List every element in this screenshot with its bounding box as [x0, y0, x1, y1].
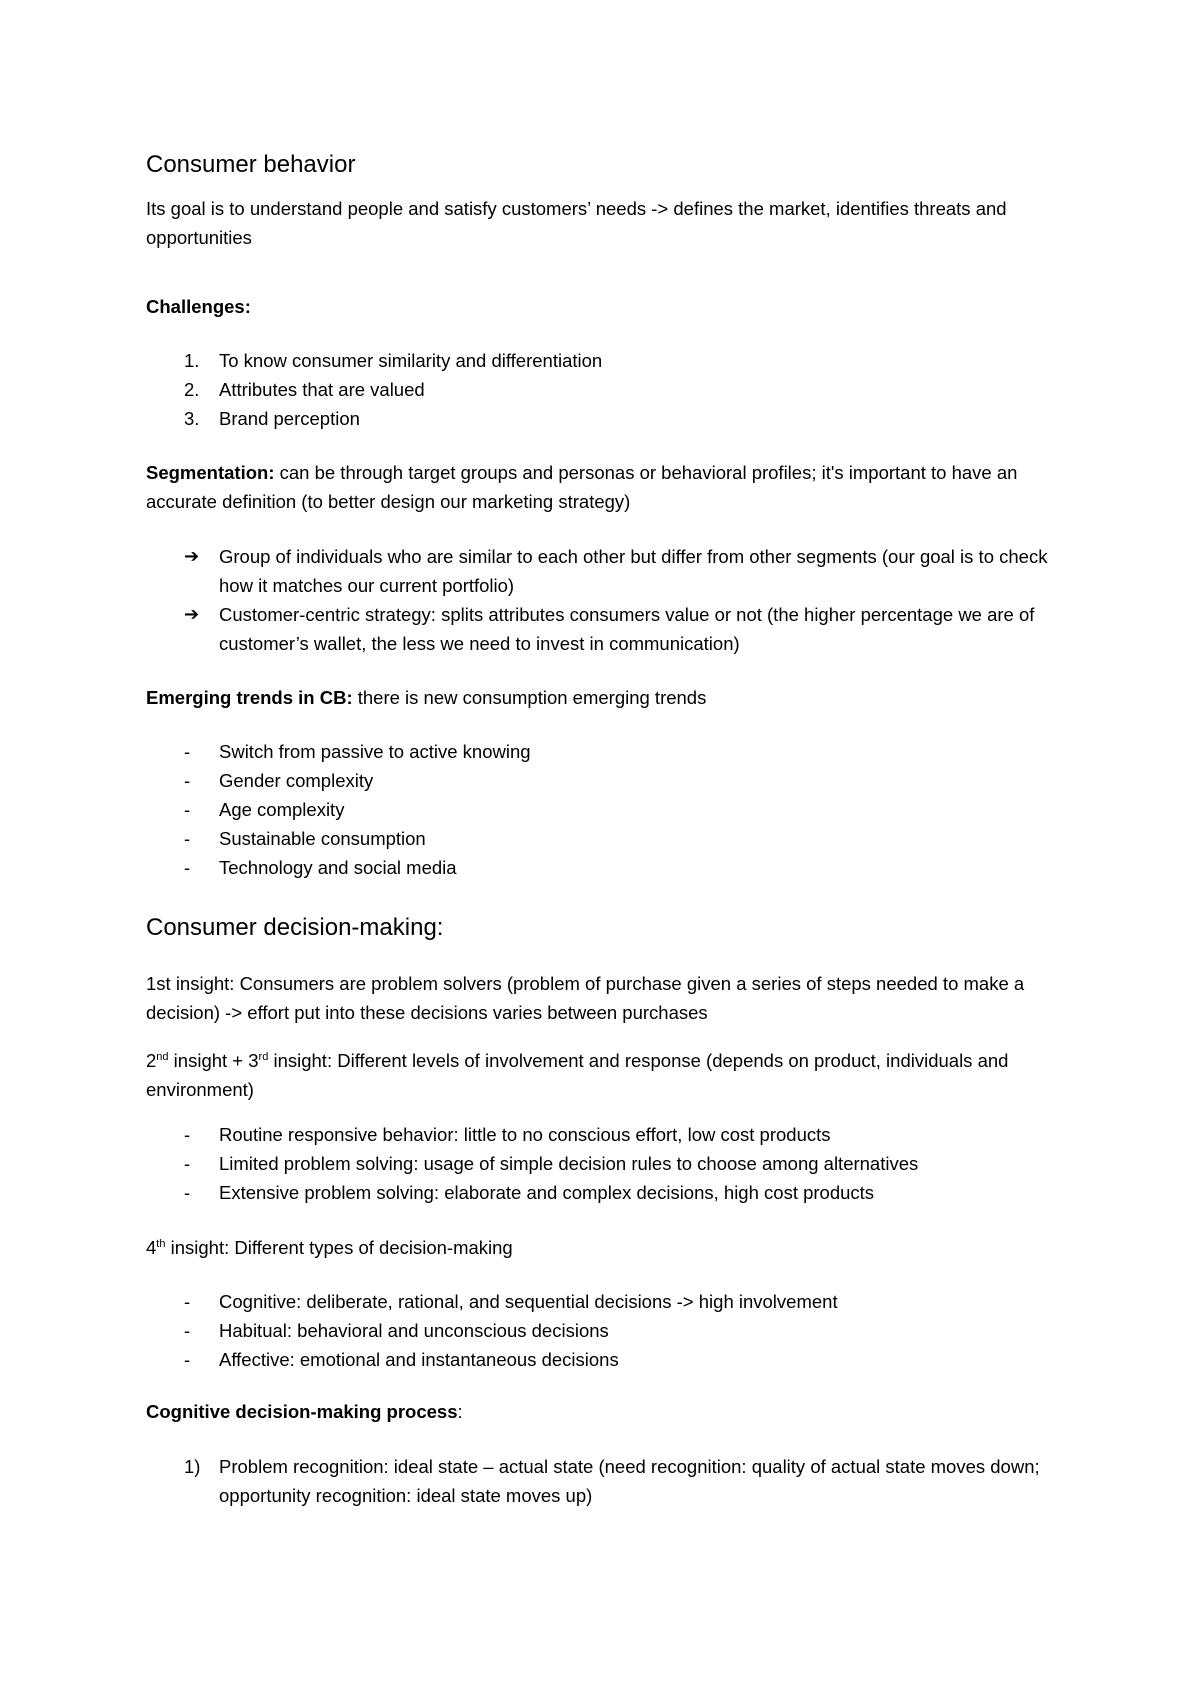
- trends-label: Emerging trends in CB:: [146, 687, 353, 708]
- arrow-bullet-icon: ➔: [184, 546, 200, 566]
- challenges-heading: [146, 292, 1076, 321]
- list-item: [146, 542, 1076, 600]
- dash-bullet: -: [184, 828, 191, 849]
- ordinal-suffix: th: [156, 1237, 166, 1250]
- list-item: [146, 1178, 1076, 1207]
- dash-bullet: -: [184, 1124, 191, 1145]
- list-item: [146, 1120, 1076, 1149]
- section-title-decision-making: Consumer decision-making:: [146, 914, 444, 941]
- list-item-text: Customer-centric strategy: splits attributes consumers value or not (the higher percentage we are of customer’s wallet, the less we need to invest in communication): [219, 604, 1035, 654]
- list-item: [146, 1149, 1076, 1178]
- dash-bullet: -: [184, 1349, 191, 1370]
- list-item-text: Age complexity: [219, 799, 345, 820]
- list-item: [146, 824, 1076, 853]
- segmentation-text: can be through target groups and personas or behavioral profiles; it's important to have an accurate definition (to better design our marketing strategy): [146, 462, 1018, 512]
- list-item: [146, 1452, 1076, 1510]
- dash-bullet: -: [184, 857, 191, 878]
- page-title: Consumer behavior: [146, 151, 356, 178]
- trends-paragraph: [146, 683, 1076, 712]
- dash-bullet: -: [184, 741, 191, 762]
- trends-list: [146, 737, 1076, 882]
- process-heading: [146, 1397, 1076, 1426]
- list-item-text: Group of individuals who are similar to each other but differ from other segments (our goal is to check how it matches our current portfolio): [219, 546, 1048, 596]
- list-item-text: Routine responsive behavior: little to no conscious effort, low cost products: [219, 1124, 831, 1145]
- list-item-text: Switch from passive to active knowing: [219, 741, 531, 762]
- involvement-list: [146, 1120, 1076, 1207]
- list-item: [146, 404, 1076, 433]
- list-item-text: Attributes that are valued: [219, 379, 425, 400]
- dash-bullet: -: [184, 799, 191, 820]
- insight-text: insight + 3: [168, 1050, 259, 1071]
- list-item-text: Limited problem solving: usage of simple decision rules to choose among alternatives: [219, 1153, 919, 1174]
- dash-bullet: -: [184, 1182, 191, 1203]
- list-item: [146, 375, 1076, 404]
- list-item: [146, 1287, 1076, 1316]
- dash-bullet: -: [184, 770, 191, 791]
- segmentation-label: Segmentation:: [146, 462, 275, 483]
- segmentation-list: [146, 542, 1076, 658]
- list-item-text: Problem recognition: ideal state – actual state (need recognition: quality of actual state moves down; opportunity recognition: ideal state moves up): [219, 1456, 1040, 1506]
- intro-paragraph: Its goal is to understand people and satisfy customers’ needs -> defines the market, identifies threats and opportunities: [146, 198, 1007, 248]
- ordinal-suffix: nd: [156, 1050, 169, 1063]
- list-item-text: Cognitive: deliberate, rational, and sequential decisions -> high involvement: [219, 1291, 838, 1312]
- challenges-list: [146, 346, 1076, 433]
- list-item-text: Habitual: behavioral and unconscious decisions: [219, 1320, 609, 1341]
- insight-number: 2: [146, 1050, 157, 1071]
- list-item-text: Gender complexity: [219, 770, 374, 791]
- ordinal-suffix: rd: [258, 1050, 269, 1063]
- process-colon: :: [457, 1401, 463, 1422]
- list-item: [146, 795, 1076, 824]
- list-item: [146, 1345, 1076, 1374]
- decision-types-list: [146, 1287, 1076, 1374]
- list-item: [146, 766, 1076, 795]
- list-number: 1): [184, 1456, 201, 1477]
- list-number: 2.: [184, 379, 200, 400]
- list-item-text: To know consumer similarity and differentiation: [219, 350, 603, 371]
- list-item-text: Sustainable consumption: [219, 828, 426, 849]
- process-list: [146, 1452, 1076, 1510]
- insight-number: 4: [146, 1237, 157, 1258]
- list-item-text: Affective: emotional and instantaneous decisions: [219, 1349, 619, 1370]
- process-label: Cognitive decision-making process: [146, 1401, 458, 1422]
- dash-bullet: -: [184, 1320, 191, 1341]
- challenges-label: Challenges:: [146, 296, 251, 317]
- list-item-text: Extensive problem solving: elaborate and complex decisions, high cost products: [219, 1182, 875, 1203]
- list-item: [146, 600, 1076, 658]
- arrow-bullet-icon: ➔: [184, 604, 200, 624]
- list-item: [146, 853, 1076, 882]
- list-item: [146, 346, 1076, 375]
- dash-bullet: -: [184, 1153, 191, 1174]
- segmentation-paragraph: [146, 458, 1076, 516]
- dash-bullet: -: [184, 1291, 191, 1312]
- list-number: 1.: [184, 350, 200, 371]
- list-number: 3.: [184, 408, 200, 429]
- insight-text: insight: Different levels of involvement and response (depends on product, individuals and environment): [146, 1050, 1009, 1100]
- trends-text: there is new consumption emerging trends: [352, 687, 707, 708]
- list-item-text: Brand perception: [219, 408, 360, 429]
- insight-2-3-paragraph: [146, 1046, 1076, 1104]
- list-item: [146, 737, 1076, 766]
- list-item: [146, 1316, 1076, 1345]
- insight-text: insight: Different types of decision-making: [165, 1237, 513, 1258]
- insight-1-paragraph: 1st insight: Consumers are problem solvers (problem of purchase given a series of steps needed to make a decision) -> effort put into these decisions varies between purchases: [146, 973, 1025, 1023]
- insight-4-paragraph: [146, 1233, 1076, 1262]
- list-item-text: Technology and social media: [219, 857, 457, 878]
